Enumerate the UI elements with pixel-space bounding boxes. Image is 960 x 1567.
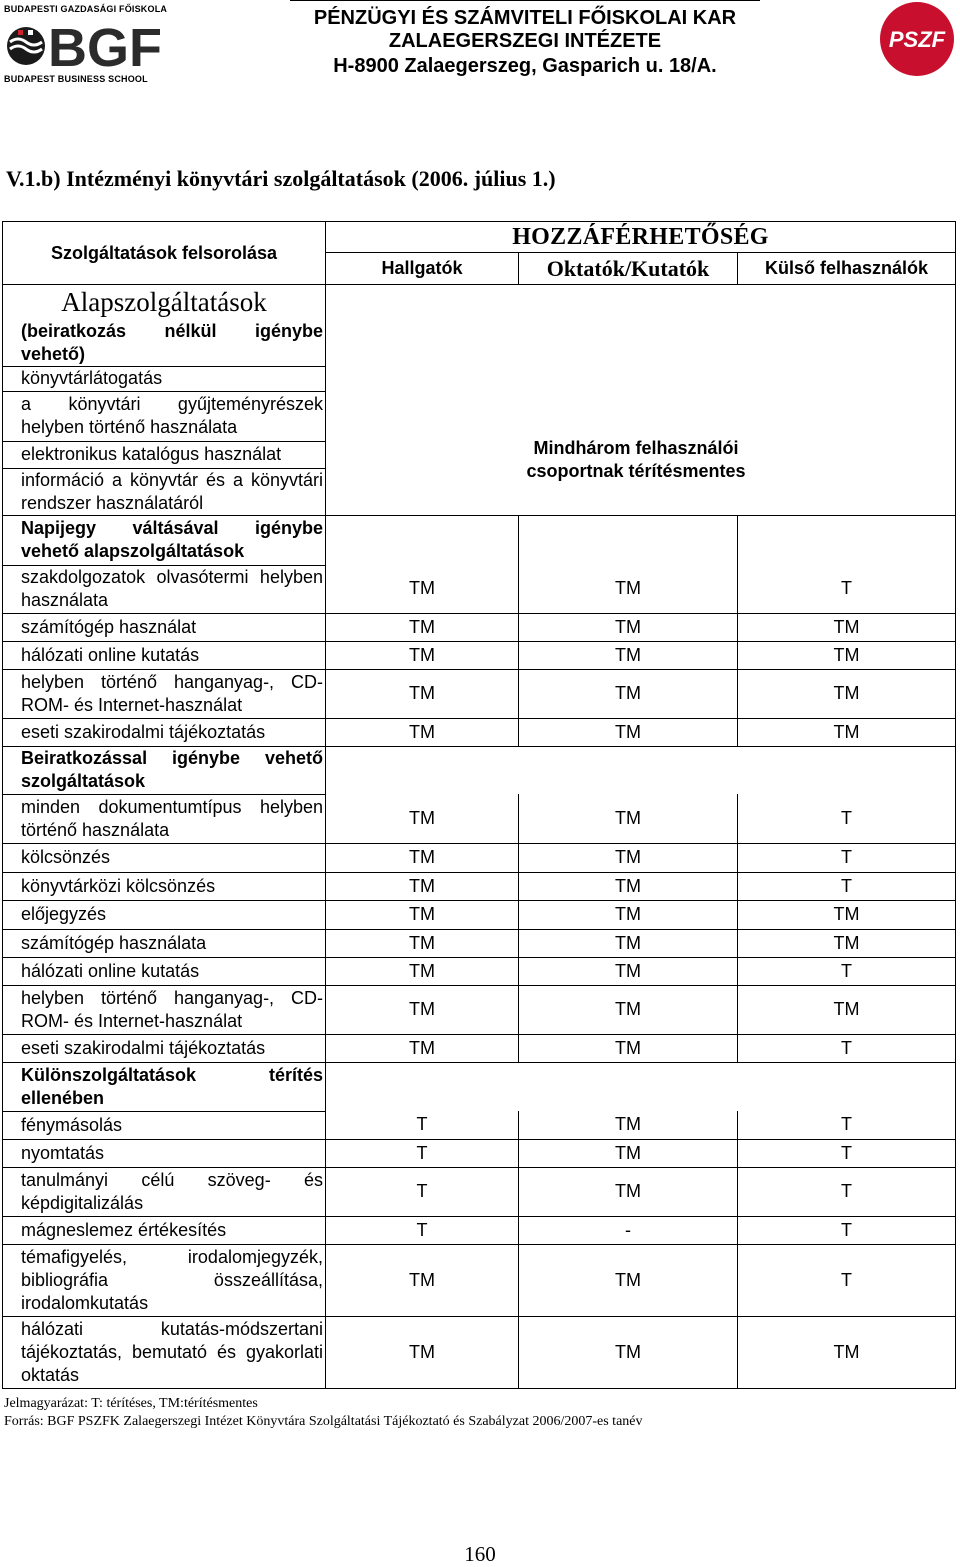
value-external: T <box>738 1244 956 1316</box>
value-teachers: TM <box>519 843 738 872</box>
value-teachers: TM <box>519 957 738 985</box>
special-services-title: Különszolgáltatások térítés ellenében <box>3 1062 326 1111</box>
value-external: TM <box>738 641 956 669</box>
pszf-logo-text: PSZF <box>888 27 946 52</box>
value-teachers: TM <box>519 641 738 669</box>
value-students: TM <box>326 985 519 1034</box>
value-external: T <box>738 1111 956 1139</box>
enrolled-services-title: Beiratkozással igénybe vehető szolgáltatások <box>3 746 326 794</box>
page-number: 160 <box>464 1542 496 1566</box>
value-external: TM <box>738 985 956 1034</box>
source-note: Forrás: BGF PSZFK Zalaegerszegi Intézet Könyvtára Szolgáltatási Tájékoztató és Szabályzat 2006/2007-es tanév <box>4 1414 643 1429</box>
value-students: T <box>326 1167 519 1216</box>
value-external: T <box>738 1167 956 1216</box>
day-ticket-row-label: számítógép használat <box>3 613 326 641</box>
institution-address: H-8900 Zalaegerszeg, Gasparich u. 18/A. <box>333 55 717 77</box>
empty-cell <box>326 1062 956 1111</box>
value-students: TM <box>326 565 519 613</box>
value-teachers: TM <box>519 929 738 957</box>
value-external: T <box>738 565 956 613</box>
bgf-logo-mark <box>4 16 172 74</box>
col-header-students: Hallgatók <box>326 253 519 285</box>
value-teachers: TM <box>519 718 738 746</box>
enrolled-row-label: eseti szakirodalmi tájékoztatás <box>3 1034 326 1062</box>
basic-services-subtitle: (beiratkozás nélkül igénybe vehető) <box>3 320 326 367</box>
value-teachers: TM <box>519 1167 738 1216</box>
value-external: TM <box>738 669 956 718</box>
day-ticket-row-label: hálózati online kutatás <box>3 641 326 669</box>
enrolled-row-label: számítógép használata <box>3 929 326 957</box>
page-header <box>0 0 960 95</box>
services-table <box>2 221 956 1389</box>
col-header-teachers: Oktatók/Kutatók <box>519 253 738 285</box>
value-external: T <box>738 957 956 985</box>
empty-cell <box>519 515 738 565</box>
value-students: TM <box>326 1316 519 1388</box>
value-external: TM <box>738 613 956 641</box>
special-row-label: tanulmányi célú szöveg- és képdigitalizálás <box>3 1167 326 1216</box>
value-external: TM <box>738 929 956 957</box>
special-row-label: fénymásolás <box>3 1111 326 1139</box>
col-header-access: HOZZÁFÉRHETŐSÉG <box>326 222 956 253</box>
col-header-external: Külső felhasználók <box>738 253 956 285</box>
basic-service-row: a könyvtári gyűjteményrészek helyben történő használata <box>3 391 326 441</box>
value-external: T <box>738 872 956 900</box>
day-ticket-row-label: szakdolgozatok olvasótermi helyben használata <box>3 565 326 613</box>
value-students: TM <box>326 843 519 872</box>
value-students: TM <box>326 929 519 957</box>
basic-service-row: elektronikus katalógus használat <box>3 441 326 468</box>
value-teachers: TM <box>519 1034 738 1062</box>
value-students: T <box>326 1216 519 1244</box>
empty-cell <box>738 515 956 565</box>
basic-service-row: könyvtárlátogatás <box>3 366 326 391</box>
bgf-logo <box>4 4 172 86</box>
value-students: T <box>326 1111 519 1139</box>
value-teachers: TM <box>519 1111 738 1139</box>
basic-services-note <box>326 285 956 516</box>
value-students: T <box>326 1139 519 1167</box>
value-teachers: TM <box>519 669 738 718</box>
value-teachers: TM <box>519 565 738 613</box>
basic-services-note-text: Mindhárom felhasználói csoportnak térítésmentes <box>526 438 746 481</box>
value-students: TM <box>326 900 519 929</box>
bgf-logo-top-text: BUDAPESTI GAZDASÁGI FŐISKOLA <box>4 4 168 14</box>
day-ticket-row-label: helyben történő hanganyag-, CD-ROM- és Internet-használat <box>3 669 326 718</box>
value-students: TM <box>326 957 519 985</box>
value-external: T <box>738 1216 956 1244</box>
basic-services-title: Alapszolgáltatások <box>3 285 326 320</box>
empty-cell <box>326 746 956 794</box>
value-teachers: TM <box>519 1244 738 1316</box>
value-students: TM <box>326 1034 519 1062</box>
enrolled-row-label: hálózati online kutatás <box>3 957 326 985</box>
value-students: TM <box>326 794 519 843</box>
value-teachers: TM <box>519 872 738 900</box>
section-title: V.1.b) Intézményi könyvtári szolgáltatások (2006. július 1.) <box>6 166 556 191</box>
value-teachers: - <box>519 1216 738 1244</box>
day-ticket-row-label: eseti szakirodalmi tájékoztatás <box>3 718 326 746</box>
value-external: T <box>738 843 956 872</box>
value-external: T <box>738 1034 956 1062</box>
col-header-services: Szolgáltatások felsorolása <box>3 222 326 285</box>
special-row-label: hálózati kutatás-módszertani tájékoztatás, bemutató és gyakorlati oktatás <box>3 1316 326 1388</box>
value-external: TM <box>738 1316 956 1388</box>
value-students: TM <box>326 872 519 900</box>
enrolled-row-label: előjegyzés <box>3 900 326 929</box>
value-teachers: TM <box>519 985 738 1034</box>
value-students: TM <box>326 1244 519 1316</box>
value-students: TM <box>326 641 519 669</box>
value-external: TM <box>738 718 956 746</box>
value-students: TM <box>326 613 519 641</box>
bgf-logo-letters: BGF <box>48 18 162 74</box>
value-external: T <box>738 1139 956 1167</box>
enrolled-row-label: helyben történő hanganyag-, CD-ROM- és Internet-használat <box>3 985 326 1034</box>
enrolled-row-label: könyvtárközi kölcsönzés <box>3 872 326 900</box>
special-row-label: témafigyelés, irodalomjegyzék, bibliográfia összeállítása, irodalomkutatás <box>3 1244 326 1316</box>
special-row-label: nyomtatás <box>3 1139 326 1167</box>
basic-service-row: információ a könyvtár és a könyvtári rendszer használatáról <box>3 468 326 515</box>
bgf-logo-bottom-text: BUDAPEST BUSINESS SCHOOL <box>4 74 148 84</box>
day-ticket-title: Napijegy váltásával igénybe vehető alapszolgáltatások <box>3 515 326 565</box>
institution-block <box>290 0 760 79</box>
value-teachers: TM <box>519 613 738 641</box>
value-students: TM <box>326 669 519 718</box>
value-external: TM <box>738 900 956 929</box>
value-students: TM <box>326 718 519 746</box>
value-teachers: TM <box>519 1316 738 1388</box>
value-teachers: TM <box>519 794 738 843</box>
enrolled-row-label: minden dokumentumtípus helyben történő használata <box>3 794 326 843</box>
enrolled-row-label: kölcsönzés <box>3 843 326 872</box>
value-teachers: TM <box>519 900 738 929</box>
value-external: T <box>738 794 956 843</box>
pszf-logo <box>878 0 956 78</box>
institution-line-1: PÉNZÜGYI ÉS SZÁMVITELI FŐISKOLAI KAR <box>313 7 737 29</box>
legend: Jelmagyarázat: T: térítéses, TM:térítésmentes <box>4 1396 258 1411</box>
institution-line-2: ZALAEGERSZEGI INTÉZETE <box>388 30 662 52</box>
special-row-label: mágneslemez értékesítés <box>3 1216 326 1244</box>
value-teachers: TM <box>519 1139 738 1167</box>
empty-cell <box>326 515 519 565</box>
